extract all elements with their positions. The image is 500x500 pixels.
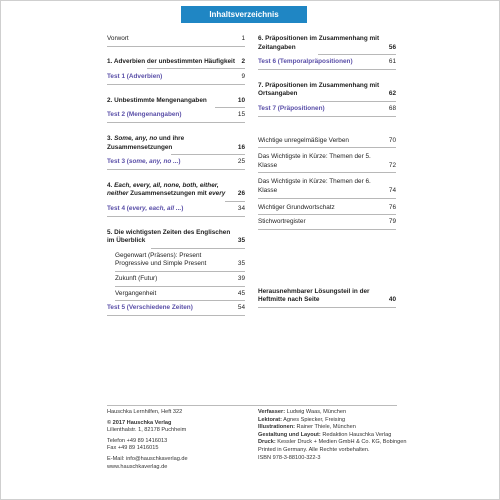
toc-entry-test-2[interactable]: Test 2 (Mengenangaben) 15 — [107, 111, 245, 123]
toc-entry-chapter-1[interactable]: 1. Adverbien der unbestimmten Häufigkeit 2 — [107, 57, 245, 65]
toc-left-column — [107, 35, 245, 316]
toc-right-column — [258, 35, 396, 308]
toc-entry-test-6[interactable]: Test 6 (Temporalpräpositionen) 61 — [258, 58, 396, 70]
toc-entry-loesungsteil[interactable]: Herausnehmbarer Lösungsteil in der Heftmitte nach Seite 40 — [258, 288, 396, 308]
toc-entry-chapter-6[interactable]: 6. Präpositionen im Zusammenhang mit Zeitangaben 56 — [258, 35, 396, 55]
imprint-credits: Verfasser: Ludwig Waas, München Lektorat: Agnes Spiecker, Freising Illustrationen: Rainer Thiele, München Gestaltung und Layout: Redaktion Hauschka Verlag Druck: Kessler Druck + Medien GmbH & Co. KG, Bobingen Printed in Germany. Alle Rechte vorbehalten. ISBN 978-3-88100-322-3 — [258, 409, 407, 461]
toc-entry-praesens[interactable]: Gegenwart (Präsens): Present Progressive und Simple Present 35 — [107, 252, 245, 272]
toc-entry-kuerze-6[interactable]: Das Wichtigste in Kürze: Themen der 6. Klasse 74 — [258, 178, 396, 198]
imprint-publisher: Hauschka Lernhilfen, Heft 322 © 2017 Hauschka Verlag Lilienthalstr. 1, 82178 Puchheim Telefon +49 89 1416013 Fax +49 89 1416015 E-Mail: info@hauschkaverlag.de www.hauschkaverlag.de — [107, 409, 247, 471]
toc-entry-stichwortregister[interactable]: Stichwortregister 79 — [258, 218, 396, 230]
toc-entry-kuerze-5[interactable]: Das Wichtigste in Kürze: Themen der 5. Klasse 72 — [258, 153, 396, 173]
toc-entry-chapter-3[interactable]: 3. Some, any, no und ihre Zusammensetzungen 16 — [107, 135, 245, 155]
toc-entry-chapter-2[interactable]: 2. Unbestimmte Mengenangaben 10 — [107, 97, 245, 109]
toc-header — [181, 6, 307, 23]
toc-entry-vorwort[interactable]: Vorwort 1 — [107, 35, 245, 47]
toc-entry-chapter-7[interactable]: 7. Präpositionen im Zusammenhang mit Ortsangaben 62 — [258, 82, 396, 102]
toc-entry-test-5[interactable]: Test 5 (Verschiedene Zeiten) 54 — [107, 304, 245, 316]
toc-entry-verben[interactable]: Wichtige unregelmäßige Verben 70 — [258, 137, 396, 149]
website-link[interactable]: www.hauschkaverlag.de — [107, 463, 168, 470]
toc-entry-vergangenheit[interactable]: Vergangenheit 45 — [107, 290, 245, 302]
toc-title: Inhaltsverzeichnis — [209, 10, 279, 19]
email-link[interactable]: E-Mail: info@hauschkaverlag.de — [107, 455, 188, 462]
footer-divider — [107, 405, 397, 406]
toc-entry-test-3[interactable]: Test 3 (some, any, no ...) 25 — [107, 158, 245, 170]
toc-entry-grundwortschatz[interactable]: Wichtiger Grundwortschatz 76 — [258, 204, 396, 216]
toc-entry-test-4[interactable]: Test 4 (every, each, all ...) 34 — [107, 205, 245, 217]
toc-entry-chapter-4[interactable]: 4. Each, every, all, none, both, either, neither Zusammensetzungen mit every 26 — [107, 182, 245, 202]
toc-entry-test-7[interactable]: Test 7 (Präpositionen) 68 — [258, 105, 396, 117]
toc-entry-futur[interactable]: Zukunft (Futur) 39 — [107, 275, 245, 287]
toc-entry-chapter-5[interactable]: 5. Die wichtigsten Zeiten des Englischen im Überblick 35 — [107, 229, 245, 249]
toc-entry-test-1[interactable]: Test 1 (Adverbien) 9 — [107, 73, 245, 85]
